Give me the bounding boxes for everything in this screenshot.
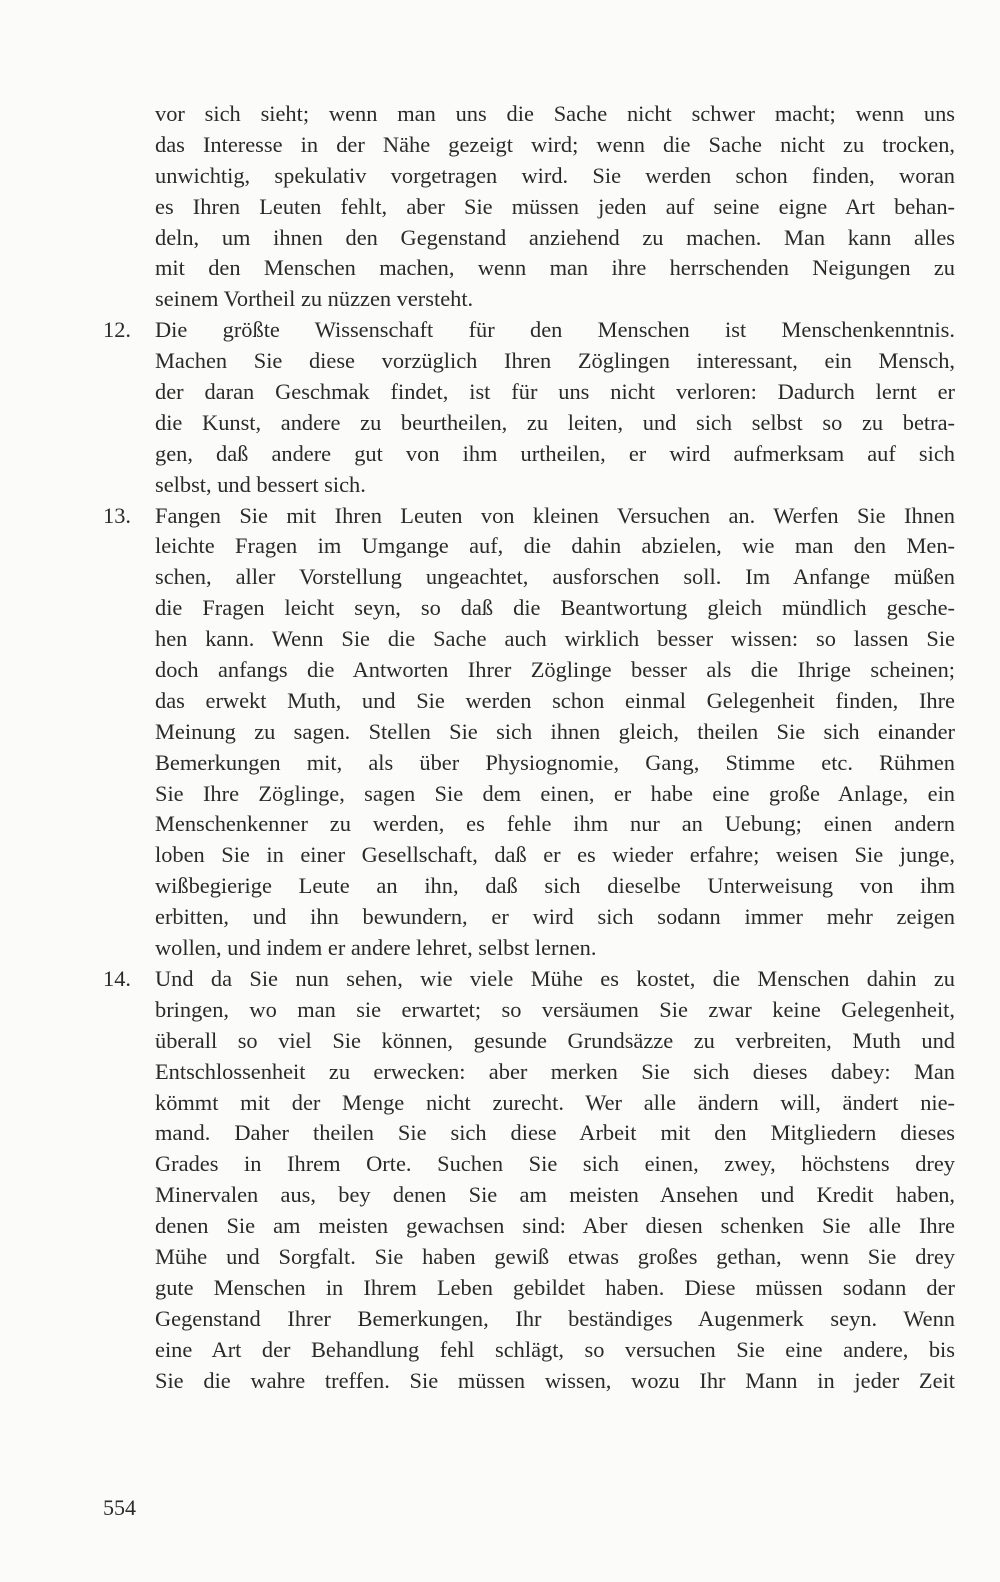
text-line: hen kann. Wenn Sie die Sache auch wirklich besser wissen: so lassen Sie (155, 626, 955, 652)
text-line: unwichtig, spekulativ vorgetragen wird. Sie werden schon finden, woran (155, 162, 955, 188)
text-line: gute Menschen in Ihrem Leben gebildet haben. Diese müssen sodann der (155, 1274, 955, 1300)
list-item-first-line (103, 964, 955, 995)
text-line: denen Sie am meisten gewachsen sind: Aber diesen schenken Sie alle Ihre (155, 1213, 955, 1239)
text-line: Grades in Ihrem Orte. Suchen Sie sich einen, zwey, höchstens drey (155, 1151, 955, 1177)
text-line: bringen, wo man sie erwartet; so versäumen Sie zwar keine Gelegenheit, (155, 996, 955, 1022)
text-line: mand. Daher theilen Sie sich diese Arbeit mit den Mitgliedern dieses (155, 1120, 955, 1146)
text-line: mit den Menschen machen, wenn man ihre herrschenden Neigungen zu (155, 255, 955, 281)
text-line: Minervalen aus, bey denen Sie am meisten Ansehen und Kredit haben, (155, 1182, 955, 1208)
text-line: Die größte Wissenschaft für den Menschen ist Menschenkenntnis. (155, 317, 955, 343)
body-text (103, 99, 955, 1396)
text-line: seinem Vortheil zu nüzzen versteht. (155, 286, 474, 312)
list-item-first-line (103, 501, 955, 532)
text-line: Gegenstand Ihrer Bemerkungen, Ihr beständiges Augenmerk seyn. Wenn (155, 1305, 955, 1331)
text-line: kömmt mit der Menge nicht zurecht. Wer alle ändern will, ändert nie- (155, 1089, 955, 1115)
text-line: Bemerkungen mit, als über Physiognomie, Gang, Stimme etc. Rühmen (155, 749, 955, 775)
text-line: doch anfangs die Antworten Ihrer Zöglinge besser als die Ihrige scheinen; (155, 657, 955, 683)
text-line: es Ihren Leuten fehlt, aber Sie müssen jeden auf seine eigne Art behan- (155, 193, 955, 219)
list-item-number: 14. (103, 965, 131, 991)
text-line: die Kunst, andere zu beurtheilen, zu leiten, und sich selbst so zu betra- (155, 409, 955, 435)
text-line: loben Sie in einer Gesellschaft, daß er es wieder erfahre; weisen Sie junge, (155, 842, 955, 868)
text-line: Fangen Sie mit Ihren Leuten von kleinen Versuchen an. Werfen Sie Ihnen (155, 502, 955, 528)
text-line: Machen Sie diese vorzüglich Ihren Zöglingen interessant, ein Mensch, (155, 348, 955, 374)
list-item-first-line (103, 315, 955, 346)
text-line: das Interesse in der Nähe gezeigt wird; wenn die Sache nicht zu trocken, (155, 131, 955, 157)
text-line: schen, aller Vorstellung ungeachtet, ausforschen soll. Im Anfange müßen (155, 564, 955, 590)
text-line: wollen, und indem er andere lehret, selbst lernen. (155, 935, 597, 961)
text-line: überall so viel Sie können, gesunde Grundsäzze zu verbreiten, Muth und (155, 1027, 955, 1053)
text-line: Mühe und Sorgfalt. Sie haben gewiß etwas großes gethan, wenn Sie drey (155, 1243, 955, 1269)
list-item-number: 12. (103, 317, 131, 343)
text-line: die Fragen leicht seyn, so daß die Beantwortung gleich mündlich gesche- (155, 595, 955, 621)
text-line: selbst, und bessert sich. (155, 471, 366, 497)
text-line: vor sich sieht; wenn man uns die Sache nicht schwer macht; wenn uns (155, 101, 955, 126)
text-line: der daran Geschmak findet, ist für uns nicht verloren: Dadurch lernt er (155, 379, 955, 405)
text-line: Entschlossenheit zu erwecken: aber merken Sie sich dieses dabey: Man (155, 1058, 955, 1084)
text-line: eine Art der Behandlung fehl schlägt, so versuchen Sie eine andere, bis (155, 1336, 955, 1362)
text-line: das erwekt Muth, und Sie werden schon einmal Gelegenheit finden, Ihre (155, 687, 955, 713)
text-line: Sie Ihre Zöglinge, sagen Sie dem einen, er habe eine große Anlage, ein (155, 780, 955, 806)
text-line: Sie die wahre treffen. Sie müssen wissen, wozu Ihr Mann in jeder Zeit (155, 1367, 955, 1393)
page-number: 554 (103, 1495, 136, 1520)
text-line: deln, um ihnen den Gegenstand anziehend zu machen. Man kann alles (155, 224, 955, 250)
text-line: Und da Sie nun sehen, wie viele Mühe es kostet, die Menschen dahin zu (155, 965, 955, 991)
list-item-number: 13. (103, 502, 131, 528)
text-line: wißbegierige Leute an ihn, daß sich dieselbe Unterweisung von ihm (155, 873, 955, 899)
text-line: Menschenkenner zu werden, es fehle ihm nur an Uebung; einen andern (155, 811, 955, 837)
text-line: gen, daß andere gut von ihm urtheilen, er wird aufmerksam auf sich (155, 440, 955, 466)
text-line: erbitten, und ihn bewundern, er wird sich sodann immer mehr zeigen (155, 904, 955, 930)
text-line: Meinung zu sagen. Stellen Sie sich ihnen gleich, theilen Sie sich einander (155, 718, 955, 744)
text-line: leichte Fragen im Umgange auf, die dahin abzielen, wie man den Men- (155, 533, 955, 559)
